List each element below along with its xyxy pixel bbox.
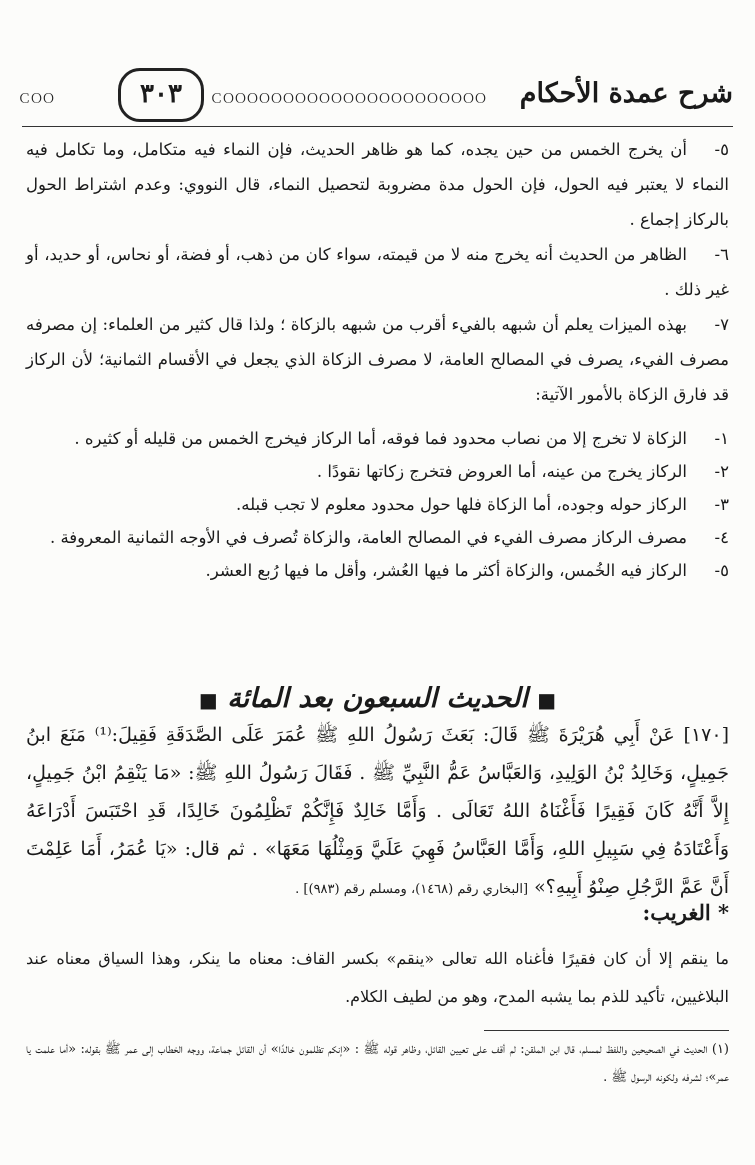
gharib-text: ما ينقم إلا أن كان فقيرًا فأغناه الله تعالى «ينقم» بكسر القاف: معناه ما ينكر، وهذا السياق معناه عند البلاغيين، تأكيد للذم بما يشبه المدح، وهو من لطيف الكلام.	[26, 949, 729, 1006]
hadith-text	[26, 716, 729, 909]
header-divider	[22, 126, 733, 127]
list-item: ٦-الظاهر من الحديث أنه يخرج منه لا من قيمته، سواء كان من ذهب، أو فضة، أو نحاس، أو حديد، أو غير ذلك .	[26, 245, 729, 299]
square-ornament-icon: ■	[198, 688, 218, 712]
hadith-number: [١٧٠]	[683, 724, 730, 746]
list-item: ٣-الركاز حوله وجوده، أما الزكاة فلها حول محدود معلوم لا تجب قبله.	[236, 495, 729, 514]
list-item: ٢-الركاز يخرج من عينه، أما العروض فتخرج زكاتها نقودًا .	[316, 462, 729, 481]
page-number: ٣٠٣	[118, 68, 204, 122]
list-item: ٧-بهذه الميزات يعلم أن شبهه بالفيء أقرب من شبهه بالزكاة ؛ ولذا قال كثير من العلماء: إن مصرفه مصرف الفيء، يصرف في المصالح العامة، لا مصرف الزكاة الذي يجعل في الأقسام الثمانية؛ لأن الركاز قد فارق الزكاة بالأمور الآتية:	[26, 315, 729, 404]
list-item: ١-الزكاة لا تخرج إلا من نصاب محدود فما فوقه، أما الركاز فيخرج الخمس من قليله أو كثيره .	[74, 429, 729, 448]
differences-list	[26, 422, 729, 587]
book-title: شرح عمدة الأحكام	[519, 78, 733, 109]
footnote-divider	[484, 1030, 729, 1031]
header-ornament: ＣＯＯＯＯＯＯＯＯＯＯＯＯＯＯＯＯＯＯＯＯＯＯ	[210, 92, 487, 107]
hadith-source: [البخاري رقم (١٤٦٨)، ومسلم رقم (٩٨٣)] .	[295, 882, 529, 897]
gharib-heading: * الغريب:	[642, 900, 729, 925]
section-heading: ■ الحديث السبعون بعد المائة ■	[198, 683, 557, 714]
footnote: (١) الحديث في الصحيحين واللفظ لمسلم، قال ابن الملقن: لم أقف على تعيين القائل، وظاهر قوله ﷺ : «إنكم تظلمون خالدًا» أن القائل جماعة، ووجه الخطاب إلى عمر ﷺ بقوله: «أما علمت يا عمر»؛ لشرفه ولكونه الرسول ﷺ .	[26, 1042, 729, 1085]
list-item: ٤-مصرف الركاز مصرف الفيء في المصالح العامة، والزكاة تُصرف في الأوجه الثمانية المعروفة .	[49, 528, 729, 547]
list-item: ٥-أن يخرج الخمس من حين يجده، كما هو ظاهر الحديث، فإن النماء فيه متكامل، وما تكامل فيه النماء لا يعتبر فيه الحول، فإن الحول مدة مضروبة لتحصيل النماء، قال النووي: وعدم اشتراط الحول بالركاز إجماع .	[26, 140, 729, 229]
points-list	[26, 132, 729, 412]
hadith-body: عَنْ أَبِي هُرَيْرَةَ ﷺ قَالَ: بَعَثَ رَسُولُ اللهِ ﷺ عُمَرَ عَلَى الصَّدَقَةِ فَقِيلَ:⁽¹⁾ مَنَعَ ابنُ جَمِيلٍ، وَخَالِدُ بْنُ الوَلِيدِ، وَالعَبَّاسُ عَمُّ النَّبِيِّ ﷺ . فَقَالَ رَسُولُ اللهِ ﷺ: «مَا يَنْقِمُ ابْنُ جَمِيلٍ، إِلاَّ أَنَّهُ كَانَ فَقِيرًا فَأَغْنَاهُ اللهُ تَعَالَى . وَأَمَّا خَالِدٌ فَإِنَّكُمْ تَظْلِمُونَ خَالِدًا، قَدِ احْتَبَسَ أَدْرَاعَهُ وَأَعْتَادَهُ فِي سَبِيلِ اللهِ، وَأَمَّا العَبَّاسُ فَهِيَ عَلَيَّ وَمِثْلُهَا مَعَهَا» . ثم قال: «يَا عُمَرُ، أَمَا عَلِمْتَ أَنَّ عَمَّ الرَّجُلِ صِنْوُ أَبِيهِ؟»	[26, 724, 729, 898]
header-ornament-left: ＣＯＯ	[18, 92, 55, 107]
list-item: ٥-الركاز فيه الخُمس، والزكاة أكثر ما فيها العُشر، وأقل ما فيها رُبع العشر.	[205, 561, 729, 580]
square-ornament-icon: ■	[537, 688, 557, 712]
page-header	[18, 68, 733, 128]
